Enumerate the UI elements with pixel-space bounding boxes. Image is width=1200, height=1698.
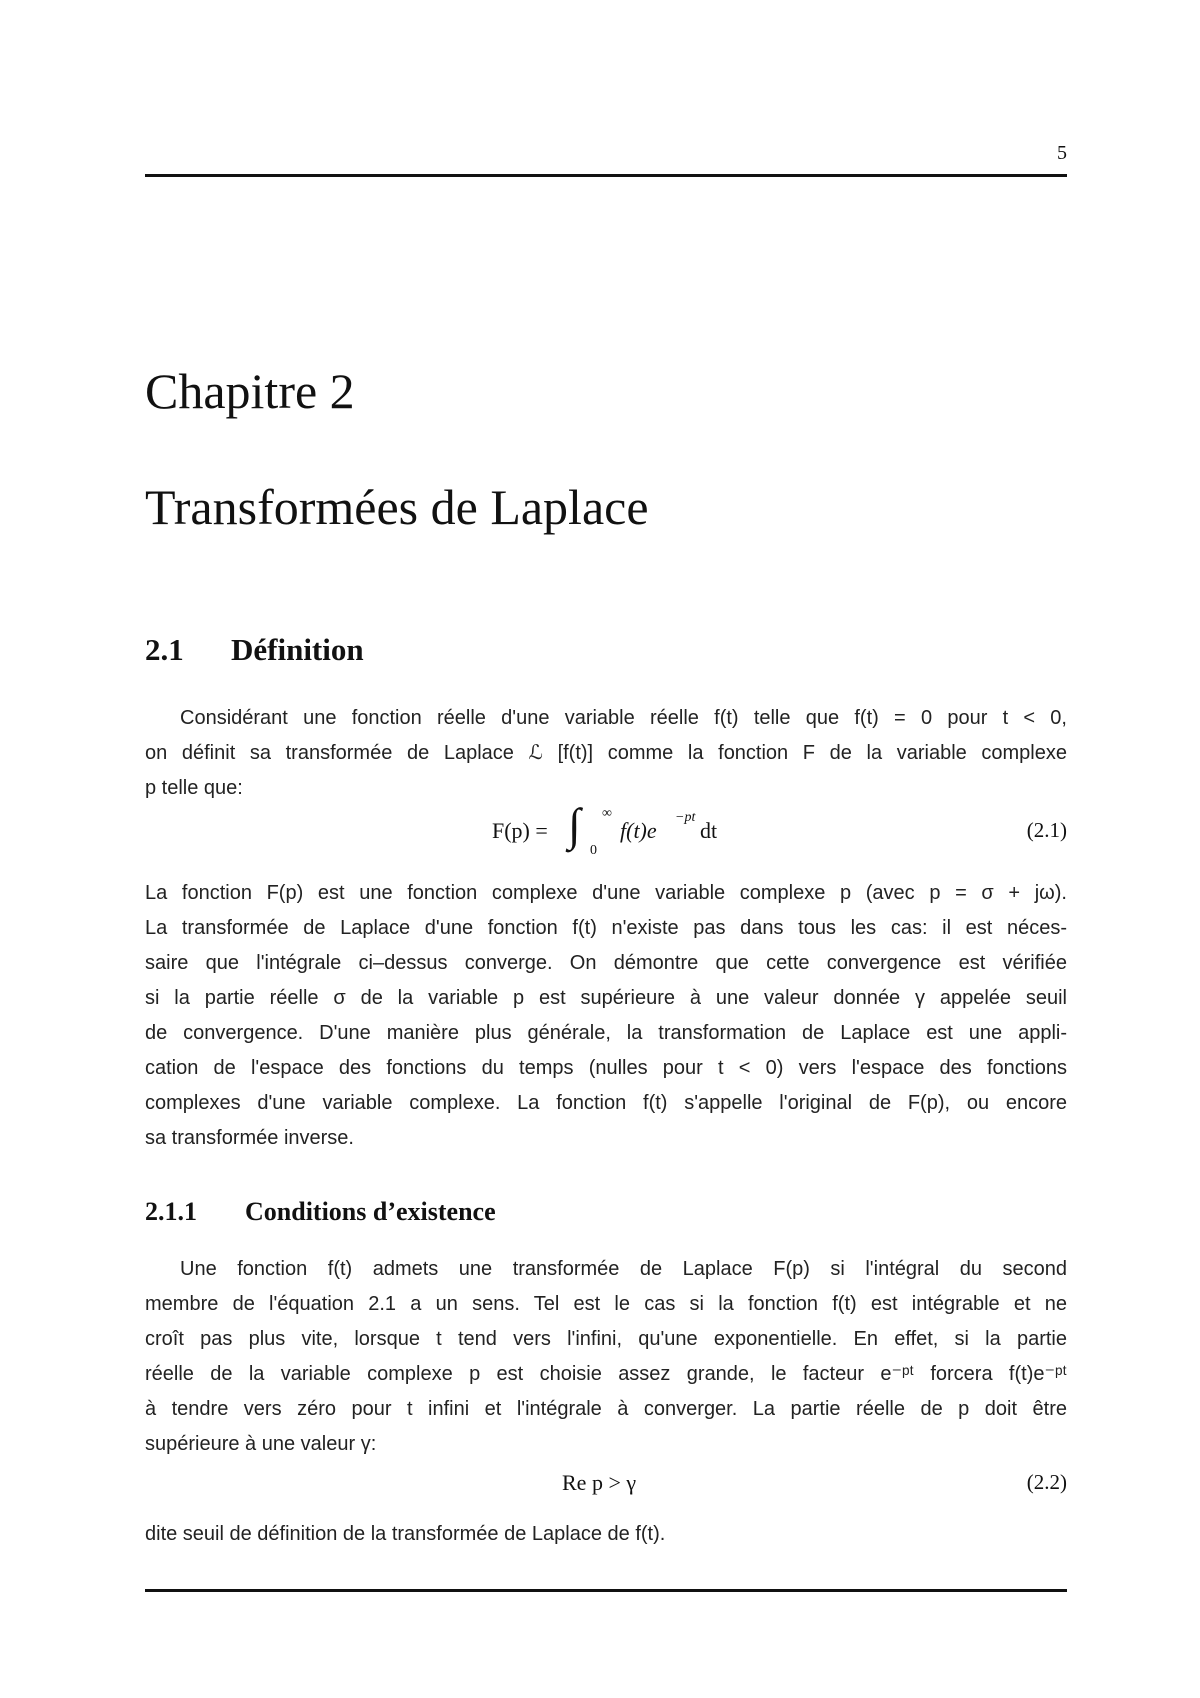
- paragraph-line: réelle de la variable complexe p est choisie assez grande, le facteur e⁻ᵖᵗ forcera f(t)e⁻ᵖᵗ: [145, 1363, 1067, 1385]
- subsection-heading: [145, 1197, 496, 1227]
- paragraph-line: si la partie réelle σ de la variable p est supérieure à une valeur donnée γ appelée seuil: [145, 987, 1067, 1009]
- paragraph-line: croît pas plus vite, lorsque t tend vers l'infini, qu'une exponentielle. En effet, si la partie: [145, 1328, 1067, 1350]
- section-heading: [145, 632, 364, 668]
- subsection-title: Conditions d’existence: [245, 1197, 496, 1226]
- integral-upper: ∞: [602, 806, 612, 821]
- integral-sign: ∫: [568, 799, 581, 850]
- footer-rule: [145, 1589, 1067, 1592]
- chapter-label: Chapitre 2: [145, 363, 355, 419]
- paragraph-line: Une fonction f(t) admets une transformée de Laplace F(p) si l'intégral du second: [180, 1258, 1067, 1280]
- equation-number: (2.2): [1026, 1470, 1067, 1494]
- paragraph-line: Considérant une fonction réelle d'une variable réelle f(t) telle que f(t) = 0 pour t < 0,: [180, 707, 1067, 729]
- paragraph-line: La fonction F(p) est une fonction complexe d'une variable complexe p (avec p = σ + jω).: [145, 882, 1067, 904]
- subsection-number: 2.1.1: [145, 1197, 197, 1226]
- integral-lower: 0: [590, 843, 597, 858]
- paragraph-line: complexes d'une variable complexe. La fonction f(t) s'appelle l'original de F(p), ou encore: [145, 1092, 1067, 1114]
- paragraph-line: La transformée de Laplace d'une fonction f(t) n'existe pas dans tous les cas: il est néces-: [145, 917, 1067, 939]
- chapter-title: Transformées de Laplace: [145, 479, 649, 535]
- section-number: 2.1: [145, 632, 184, 667]
- equation-2-2: Re p > γ: [562, 1470, 637, 1495]
- paragraph-line: sa transformée inverse.: [145, 1127, 354, 1149]
- paragraph-line: à tendre vers zéro pour t infini et l'intégrale à converger. La partie réelle de p doit être: [145, 1398, 1067, 1420]
- equation-number: (2.1): [1026, 818, 1067, 842]
- equation-integrand: f(t)e: [620, 818, 657, 843]
- paragraph-line: on définit sa transformée de Laplace ℒ [f(t)] comme la fonction F de la variable complexe: [145, 742, 1067, 764]
- paragraph-line: de convergence. D'une manière plus générale, la transformation de Laplace est une appli-: [145, 1022, 1067, 1044]
- page-number: 5: [1057, 142, 1067, 164]
- equation-exponent: −pt: [675, 810, 696, 825]
- paragraph-line: cation de l'espace des fonctions du temps (nulles pour t < 0) vers l'espace des fonctions: [145, 1057, 1067, 1079]
- paragraph-line: membre de l'équation 2.1 a un sens. Tel est le cas si la fonction f(t) est intégrable et ne: [145, 1293, 1067, 1315]
- equation-dt: dt: [700, 818, 718, 843]
- section-title: Définition: [231, 632, 364, 667]
- paragraph-line: saire que l'intégrale ci–dessus converge. On démontre que cette convergence est vérifiée: [145, 952, 1067, 974]
- paragraph-line: supérieure à une valeur γ:: [145, 1433, 377, 1455]
- paragraph-line: p telle que:: [145, 777, 243, 799]
- paragraph-line: dite seuil de définition de la transformée de Laplace de f(t).: [145, 1523, 666, 1545]
- equation-lhs: F(p) =: [492, 818, 548, 843]
- header-rule: [145, 174, 1067, 177]
